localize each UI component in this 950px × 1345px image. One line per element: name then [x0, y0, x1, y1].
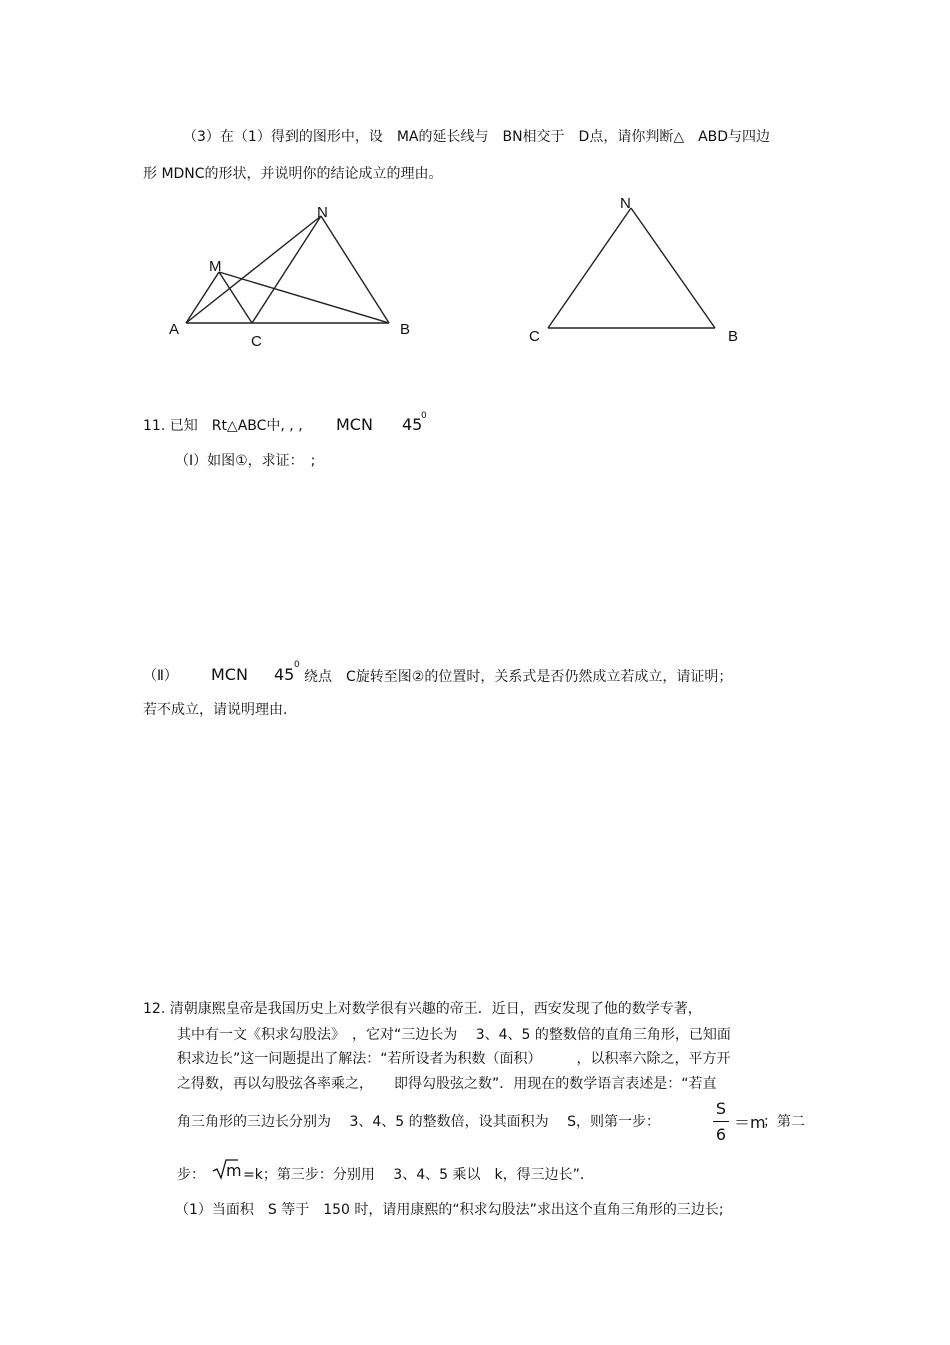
q11-degree: 45 [402, 415, 423, 434]
q11-part2-line2: 若不成立，请说明理由. [143, 702, 288, 718]
q12-line6a: 步： [177, 1167, 205, 1183]
q12-line4: 之得数，再以勾股弦各率乘之， 即得勾股弦之数”．用现在的数学语言表述是：“若直 [177, 1076, 717, 1092]
segment-MB [219, 272, 389, 323]
label-B: B [728, 328, 739, 345]
segment-MC [219, 272, 252, 323]
q11-part2-label: （Ⅱ） [143, 668, 178, 684]
q12-part1: （1）当面积 S 等于 150 时，请用康熙的“积求勾股法”求出这个直角三角形的三边长; [175, 1202, 724, 1218]
segment-NB [321, 216, 389, 323]
q12-line5b: ；第二 [763, 1114, 805, 1130]
fraction-numerator: S [715, 1099, 727, 1118]
figure-2 [520, 190, 750, 350]
q11-part2-degree-sup: 0 [294, 660, 300, 670]
segment-CN [252, 216, 321, 323]
label-A: A [169, 321, 180, 338]
q11-part2-degree: 45 [274, 665, 295, 684]
q11-degree-sup: 0 [421, 411, 427, 421]
label-B: B [400, 321, 411, 338]
q10-part3-line2: 形 MDNC的形状，并说明你的结论成立的理由。 [143, 166, 443, 182]
q12-line3: 积求边长”这一问题提出了解法：“若所设者为积数（面积） ，以积率六除之，平方开 [177, 1051, 731, 1067]
figure-1 [160, 195, 430, 355]
q12-line5a: 角三角形的三边长分别为 3、4、5 的整数倍，设其面积为 S，则第一步： [177, 1114, 660, 1130]
label-N: N [620, 195, 631, 212]
fraction-equals-m: ＝m [734, 1113, 766, 1132]
q11-part2-rest: 绕点 C旋转至图②的位置时，关系式是否仍然成立若成立，请证明； [304, 669, 733, 685]
label-C: C [529, 328, 540, 345]
fraction-denominator: 6 [715, 1125, 727, 1144]
label-N: N [317, 204, 328, 221]
q12-line6b: =k；第三步：分别用 3、4、5 乘以 k，得三边长”． [243, 1167, 594, 1183]
q11-part1: （Ⅰ）如图①，求证： ; [175, 453, 316, 469]
q11-part2-angle: MCN [211, 665, 248, 684]
q10-part3-line1: （3）在（1）得到的图形中，设 MA的延长线与 BN相交于 D点，请你判断△ ABD与四边 [183, 129, 771, 145]
q11-stem: 11. 已知 Rt△ABC中, , , [143, 418, 303, 434]
label-M: M [209, 258, 222, 275]
fraction-bar [713, 1121, 729, 1122]
segment-AM [186, 272, 219, 323]
q11-angle: MCN [336, 415, 373, 434]
segment-AN [186, 216, 321, 323]
q12-line1: 12. 清朝康熙皇帝是我国历史上对数学很有兴趣的帝王．近日，西安发现了他的数学专著， [143, 1001, 702, 1017]
segment-NB [631, 208, 715, 328]
sqrt-radicand: m [226, 1161, 242, 1180]
label-C: C [251, 333, 262, 350]
q12-line2: 其中有一文《积求勾股法》 ，它对“三边长为 3、4、5 的整数倍的直角三角形，已知面 [177, 1027, 731, 1043]
segment-CN [548, 208, 631, 328]
